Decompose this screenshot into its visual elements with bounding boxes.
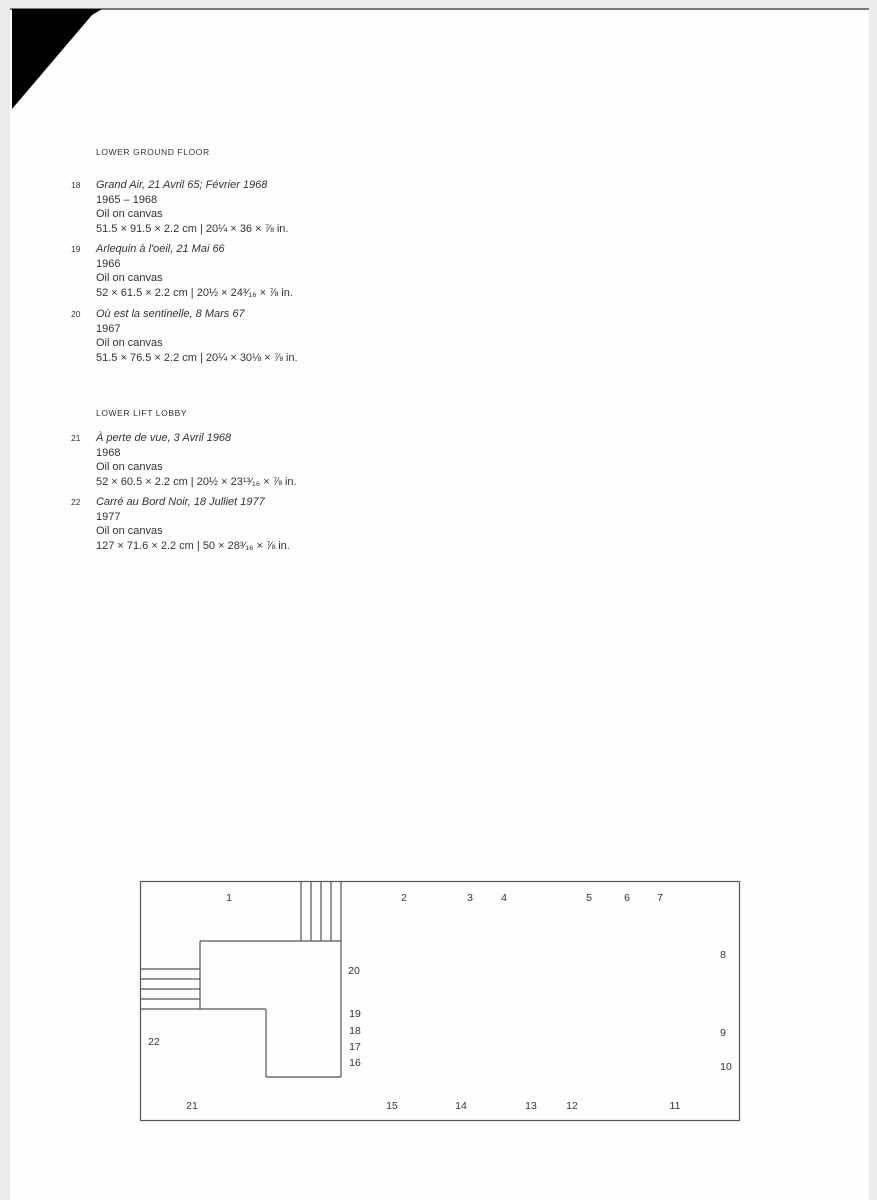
plan-label-13: 13 xyxy=(525,1100,537,1112)
artwork-date: 1965 – 1968 xyxy=(96,193,158,206)
plan-label-9: 9 xyxy=(720,1027,726,1039)
plan-label-14: 14 xyxy=(455,1100,467,1112)
artwork-medium: Oil on canvas xyxy=(96,461,163,473)
plan-label-4: 4 xyxy=(501,892,507,904)
artwork-title: À perte de vue, 3 Avril 1968 xyxy=(96,432,232,444)
plan-label-22: 22 xyxy=(148,1036,160,1048)
plan-label-17: 17 xyxy=(349,1041,361,1053)
artwork-title: Carré au Bord Noir, 18 Julliet 1977 xyxy=(96,496,265,508)
plan-label-19: 19 xyxy=(349,1008,361,1020)
entry-number: 18 xyxy=(71,180,81,190)
artwork-date: 1977 xyxy=(96,510,121,523)
plan-label-15: 15 xyxy=(386,1100,398,1112)
entry-number: 19 xyxy=(71,244,81,254)
artwork-date: 1967 xyxy=(96,322,121,335)
artwork-dimensions: 51.5 × 76.5 × 2.2 cm | 20¼ × 30⅛ × ⅞ in. xyxy=(96,351,298,364)
plan-label-2: 2 xyxy=(401,892,407,904)
plan-label-11: 11 xyxy=(669,1100,681,1112)
entry-number: 20 xyxy=(71,309,81,319)
plan-label-16: 16 xyxy=(349,1057,361,1069)
artwork-medium: Oil on canvas xyxy=(96,337,163,349)
section-heading-lower-ground-floor: LOWER GROUND FLOOR xyxy=(96,147,210,157)
artwork-medium: Oil on canvas xyxy=(96,208,163,220)
artwork-date: 1966 xyxy=(96,257,121,270)
entry-number: 21 xyxy=(71,433,81,443)
plan-label-8: 8 xyxy=(720,949,726,961)
section-heading-lower-lift-lobby: LOWER LIFT LOBBY xyxy=(96,408,188,418)
artwork-title: Où est la sentinelle, 8 Mars 67 xyxy=(96,308,245,320)
plan-label-7: 7 xyxy=(657,892,663,904)
plan-label-12: 12 xyxy=(566,1100,578,1112)
artwork-date: 1968 xyxy=(96,446,121,459)
artwork-dimensions: 127 × 71.6 × 2.2 cm | 50 × 28³⁄₁₆ × ⅞ in. xyxy=(96,539,290,552)
artwork-title: Grand Air, 21 Avril 65; Février 1968 xyxy=(96,179,268,191)
folded-corner-shadow xyxy=(12,9,102,109)
plan-label-6: 6 xyxy=(624,892,630,904)
entry-number: 22 xyxy=(71,497,81,507)
plan-label-3: 3 xyxy=(467,892,473,904)
artwork-dimensions: 51.5 × 91.5 × 2.2 cm | 20¼ × 36 × ⅞ in. xyxy=(96,222,289,235)
artwork-medium: Oil on canvas xyxy=(96,272,163,284)
plan-label-21: 21 xyxy=(186,1100,198,1112)
plan-label-18: 18 xyxy=(349,1025,361,1037)
plan-label-5: 5 xyxy=(586,892,592,904)
artwork-title: Arlequin à l'oeil, 21 Mai 66 xyxy=(96,243,225,255)
artwork-dimensions: 52 × 60.5 × 2.2 cm | 20½ × 23¹³⁄₁₆ × ⅞ in. xyxy=(96,475,297,488)
artwork-dimensions: 52 × 61.5 × 2.2 cm | 20½ × 24³⁄₁₆ × ⅞ in. xyxy=(96,286,293,299)
plan-label-1: 1 xyxy=(226,892,232,904)
plan-label-10: 10 xyxy=(720,1061,732,1073)
artwork-medium: Oil on canvas xyxy=(96,525,163,537)
plan-label-20: 20 xyxy=(348,965,360,977)
